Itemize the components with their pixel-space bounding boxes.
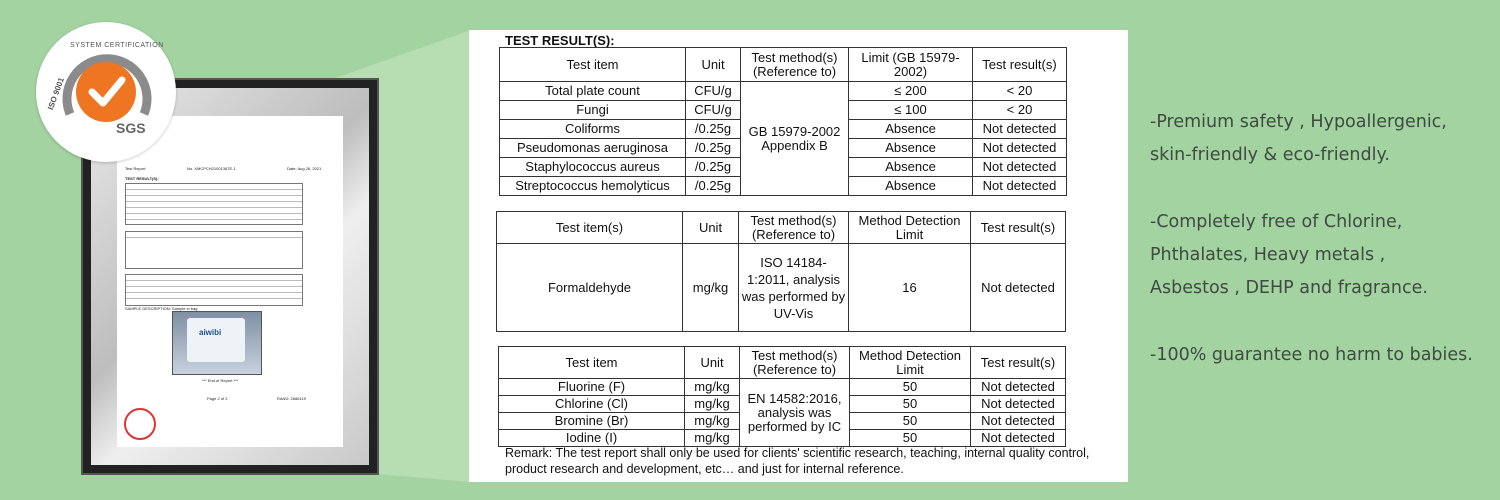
table-cell: < 20 bbox=[973, 101, 1067, 120]
table-cell: 50 bbox=[850, 413, 971, 430]
table-cell: Chlorine (Cl) bbox=[499, 396, 685, 413]
table-cell: CFU/g bbox=[686, 101, 741, 120]
table-cell: ≤ 200 bbox=[849, 82, 973, 101]
t3-header: Test item bbox=[499, 347, 685, 379]
table-cell: Staphylococcus aureus bbox=[500, 158, 686, 177]
check-circle-icon bbox=[76, 62, 136, 122]
table-cell: Not detected bbox=[973, 158, 1067, 177]
certificate-page bbox=[117, 116, 343, 447]
t3-method-cell: EN 14582:2016, analysis was performed by IC bbox=[740, 379, 850, 447]
test-report-zoom bbox=[469, 30, 1128, 482]
t2-header: Unit bbox=[683, 212, 739, 244]
microbial-results-table bbox=[499, 47, 1067, 196]
cert-end: *** End of Report *** bbox=[202, 378, 239, 383]
t2-header: Method Detection Limit bbox=[849, 212, 971, 244]
table-cell: ≤ 100 bbox=[849, 101, 973, 120]
table-cell: 50 bbox=[850, 430, 971, 447]
table-cell: Coliforms bbox=[500, 120, 686, 139]
table-cell: mg/kg bbox=[685, 396, 740, 413]
table-cell: Not detected bbox=[971, 430, 1066, 447]
table-cell: Fluorine (F) bbox=[499, 379, 685, 396]
table-cell: Iodine (I) bbox=[499, 430, 685, 447]
table-cell: /0.25g bbox=[686, 120, 741, 139]
t1-header: Limit (GB 15979-2002) bbox=[849, 48, 973, 82]
table-cell: Absence bbox=[849, 158, 973, 177]
table-cell: Not detected bbox=[971, 396, 1066, 413]
feature-line: -Premium safety , Hypoallergenic, bbox=[1150, 112, 1447, 132]
feature-line: skin-friendly & eco-friendly. bbox=[1150, 145, 1390, 165]
cert-table-1 bbox=[125, 183, 303, 225]
table-cell: /0.25g bbox=[686, 139, 741, 158]
cert-header-mid: No. XMCPCH21001367E-1 bbox=[187, 166, 236, 171]
t1-method-cell: GB 15979-2002 Appendix B bbox=[741, 82, 849, 196]
table-cell: mg/kg bbox=[685, 413, 740, 430]
t3-header: Method Detection Limit bbox=[850, 347, 971, 379]
table-cell: Not detected bbox=[973, 177, 1067, 196]
table-cell: Streptococcus hemolyticus bbox=[500, 177, 686, 196]
table-cell: Absence bbox=[849, 139, 973, 158]
table-cell: Absence bbox=[849, 120, 973, 139]
t1-header: Test method(s) (Reference to) bbox=[741, 48, 849, 82]
badge-side-text: ISO 9001 bbox=[46, 76, 67, 112]
table-cell: Total plate count bbox=[500, 82, 686, 101]
table-cell: Not detected bbox=[973, 120, 1067, 139]
t1-header: Unit bbox=[686, 48, 741, 82]
red-seal-stamp bbox=[124, 408, 156, 440]
cert-sample-photo bbox=[172, 311, 262, 375]
feature-line: -Completely free of Chlorine, bbox=[1150, 212, 1403, 232]
table-cell: Not detected bbox=[973, 139, 1067, 158]
report-remark: Remark: The test report shall only be used for clients' scientific research, teaching, internal quality control, product research and development, etc… and just for internal reference. bbox=[505, 446, 1090, 476]
sgs-certification-badge bbox=[36, 22, 176, 162]
t1-header: Test item bbox=[500, 48, 686, 82]
feature-line: Phthalates, Heavy metals , bbox=[1150, 245, 1386, 265]
cert-table-2 bbox=[125, 231, 303, 269]
table-cell: mg/kg bbox=[683, 244, 739, 332]
feature-line: -100% guarantee no harm to babies. bbox=[1150, 345, 1473, 365]
halogen-table bbox=[498, 346, 1066, 447]
cert-header-left: Test Report bbox=[125, 166, 146, 171]
table-cell: Formaldehyde bbox=[497, 244, 683, 332]
report-title: TEST RESULT(S): bbox=[505, 33, 615, 48]
sgs-logo: SGS bbox=[116, 120, 146, 136]
cert-brand: aiwibi bbox=[199, 328, 222, 337]
table-cell: 50 bbox=[850, 379, 971, 396]
cert-table-3 bbox=[125, 274, 303, 306]
table-cell: Not detected bbox=[971, 379, 1066, 396]
table-cell: /0.25g bbox=[686, 177, 741, 196]
table-cell: 16 bbox=[849, 244, 971, 332]
table-cell: Bromine (Br) bbox=[499, 413, 685, 430]
table-cell: Not detected bbox=[971, 413, 1066, 430]
table-cell: mg/kg bbox=[685, 430, 740, 447]
t3-header: Test method(s) (Reference to) bbox=[740, 347, 850, 379]
feature-list bbox=[1150, 106, 1495, 372]
cert-rand: RAND: 2686119 bbox=[277, 396, 306, 401]
t2-method-cell: ISO 14184-1:2011, analysis was performed by UV-Vis bbox=[739, 244, 849, 332]
table-cell: Absence bbox=[849, 177, 973, 196]
t1-header: Test result(s) bbox=[973, 48, 1067, 82]
table-cell: Not detected bbox=[971, 244, 1066, 332]
t2-header: Test method(s) (Reference to) bbox=[739, 212, 849, 244]
cert-page: Page 2 of 2 bbox=[207, 396, 228, 401]
table-cell: Pseudomonas aeruginosa bbox=[500, 139, 686, 158]
table-cell: Fungi bbox=[500, 101, 686, 120]
table-cell: < 20 bbox=[973, 82, 1067, 101]
badge-arc-text: SYSTEM CERTIFICATION bbox=[70, 42, 164, 49]
table-cell: mg/kg bbox=[685, 379, 740, 396]
t2-header: Test item(s) bbox=[497, 212, 683, 244]
cert-section: TEST RESULT(S): bbox=[125, 176, 159, 181]
t2-header: Test result(s) bbox=[971, 212, 1066, 244]
feature-line: Asbestos , DEHP and fragrance. bbox=[1150, 278, 1428, 298]
table-cell: 50 bbox=[850, 396, 971, 413]
t3-header: Test result(s) bbox=[971, 347, 1066, 379]
t3-header: Unit bbox=[685, 347, 740, 379]
cert-sample-label: SAMPLE DESCRIPTION: Sample in bag bbox=[125, 306, 198, 311]
cert-header-right: Date: Aug 26, 2021 bbox=[287, 166, 322, 171]
formaldehyde-table bbox=[496, 211, 1066, 332]
table-cell: CFU/g bbox=[686, 82, 741, 101]
table-cell: /0.25g bbox=[686, 158, 741, 177]
